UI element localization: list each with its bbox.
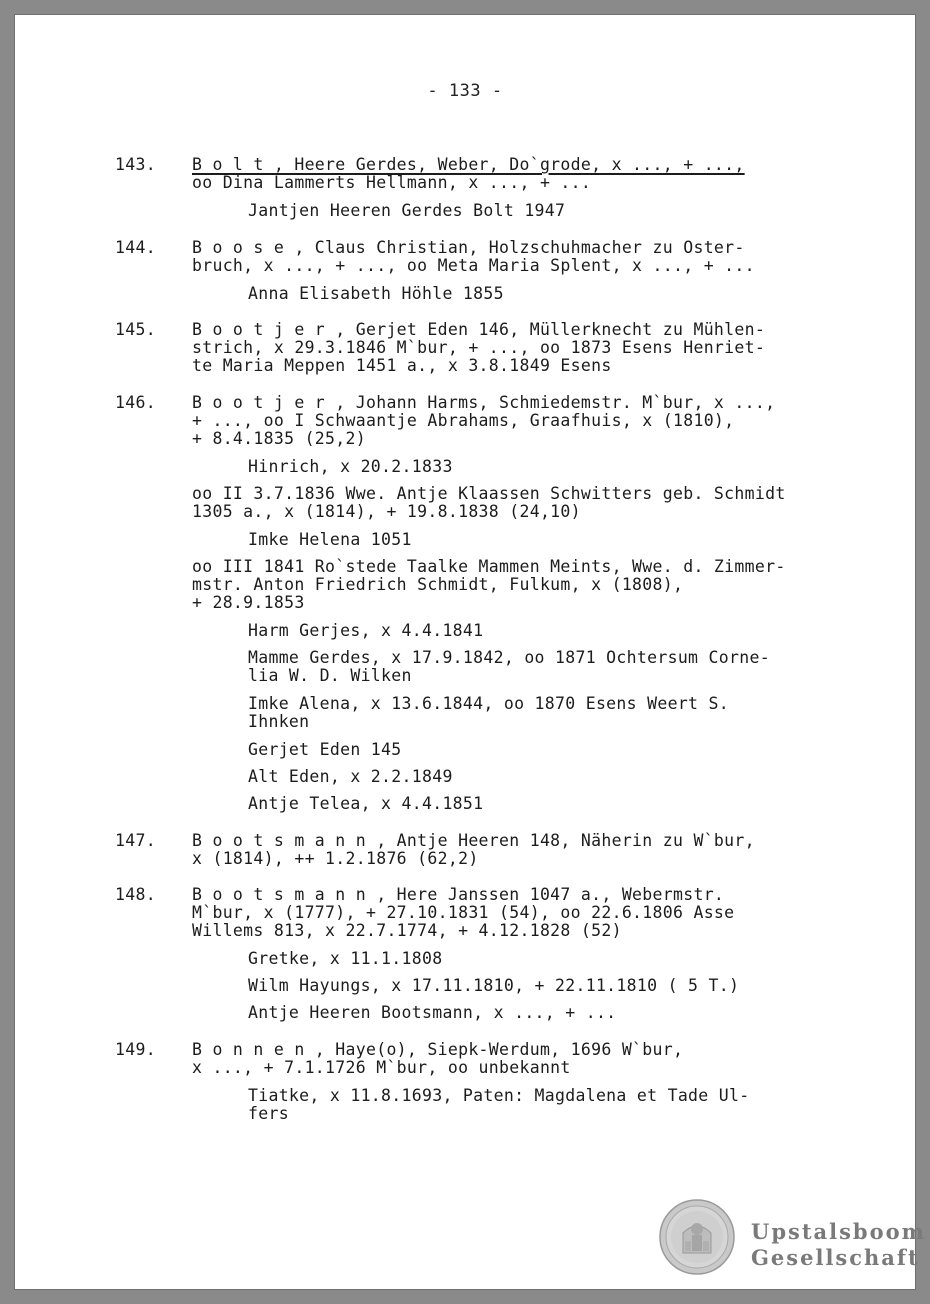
child-line: Ihnken [248,712,310,731]
child-line: fers [248,1104,289,1123]
marriage-line: + 28.9.1853 [192,593,305,612]
entry-line: M`bur, x (1777), + 27.10.1831 (54), oo 22.6.1806 Asse [192,903,735,922]
entry-number: 148. [115,885,156,904]
entry-line: + 8.4.1835 (25,2) [192,429,366,448]
entry-line: x (1814), ++ 1.2.1876 (62,2) [192,849,479,868]
entry-number: 144. [115,238,156,257]
entry-line: B o o t j e r , Johann Harms, Schmiedemstr. M`bur, x ..., [192,393,776,412]
name-underline [192,155,745,174]
entry-number: 145. [115,320,156,339]
entry-line: B o o t s m a n n , Antje Heeren 148, Näherin zu W`bur, [192,831,755,850]
marriage-line: oo III 1841 Ro`stede Taalke Mammen Meints, Wwe. d. Zimmer- [192,557,786,576]
entry-line: x ..., + 7.1.1726 M`bur, oo unbekannt [192,1058,571,1077]
child-line: Imke Alena, x 13.6.1844, oo 1870 Esens Weert S. [248,694,729,713]
child-line: lia W. D. Wilken [248,666,412,685]
child-line: Antje Heeren Bootsmann, x ..., + ... [248,1003,617,1022]
entry-line [192,156,745,174]
entry-number: 146. [115,393,156,412]
entry-number: 147. [115,831,156,850]
entry-line: bruch, x ..., + ..., oo Meta Maria Splent, x ..., + ... [192,256,755,275]
watermark-line-1: Upstalsboom [751,1219,926,1244]
child-line: Wilm Hayungs, x 17.11.1810, + 22.11.1810 ( 5 T.) [248,976,740,995]
entry-line: + ..., oo I Schwaantje Abrahams, Graafhuis, x (1810), [192,411,735,430]
entry-line: B o o s e , Claus Christian, Holzschuhmacher zu Oster- [192,238,745,257]
entry-line: B o n n e n , Haye(o), Siepk-Werdum, 1696 W`bur, [192,1040,684,1059]
child-line: Tiatke, x 11.8.1693, Paten: Magdalena et Tade Ul- [248,1086,750,1105]
child-line: Hinrich, x 20.2.1833 [248,457,453,476]
child-line: Gretke, x 11.1.1808 [248,949,443,968]
entry-line: strich, x 29.3.1846 M`bur, + ..., oo 1873 Esens Henriet- [192,338,766,357]
page-number: - 133 - [427,81,503,101]
entry-line: te Maria Meppen 1451 a., x 3.8.1849 Esens [192,356,612,375]
child-line: Antje Telea, x 4.4.1851 [248,794,484,813]
marriage-line: 1305 a., x (1814), + 19.8.1838 (24,10) [192,502,581,521]
entry-number: 143. [115,155,156,174]
document-page [14,14,926,1290]
child-line: Harm Gerjes, x 4.4.1841 [248,621,484,640]
underlined-name: B o l t , Heere Gerdes, Weber, Do`grode, x ..., + ..., [192,155,745,174]
seal-emblem-icon [659,1199,735,1275]
child-line: Anna Elisabeth Höhle 1855 [248,284,504,303]
entry-line: B o o t j e r , Gerjet Eden 146, Müllerknecht zu Mühlen- [192,320,766,339]
entry-line: B o o t s m a n n , Here Janssen 1047 a., Webermstr. [192,885,725,904]
marriage-line: oo II 3.7.1836 Wwe. Antje Klaassen Schwitters geb. Schmidt [192,484,786,503]
child-line: Imke Helena 1051 [248,530,412,549]
entry-number: 149. [115,1040,156,1059]
child-line: Alt Eden, x 2.2.1849 [248,767,453,786]
entry-line: Willems 813, x 22.7.1774, + 4.12.1828 (52) [192,921,622,940]
child-line: Gerjet Eden 145 [248,740,402,759]
child-line: Mamme Gerdes, x 17.9.1842, oo 1871 Ochtersum Corne- [248,648,770,667]
child-line: Jantjen Heeren Gerdes Bolt 1947 [248,201,566,220]
watermark-line-2: Gesellschaft [751,1245,920,1270]
marriage-line: mstr. Anton Friedrich Schmidt, Fulkum, x (1808), [192,575,684,594]
entry-line: oo Dina Lammerts Hellmann, x ..., + ... [192,173,592,192]
